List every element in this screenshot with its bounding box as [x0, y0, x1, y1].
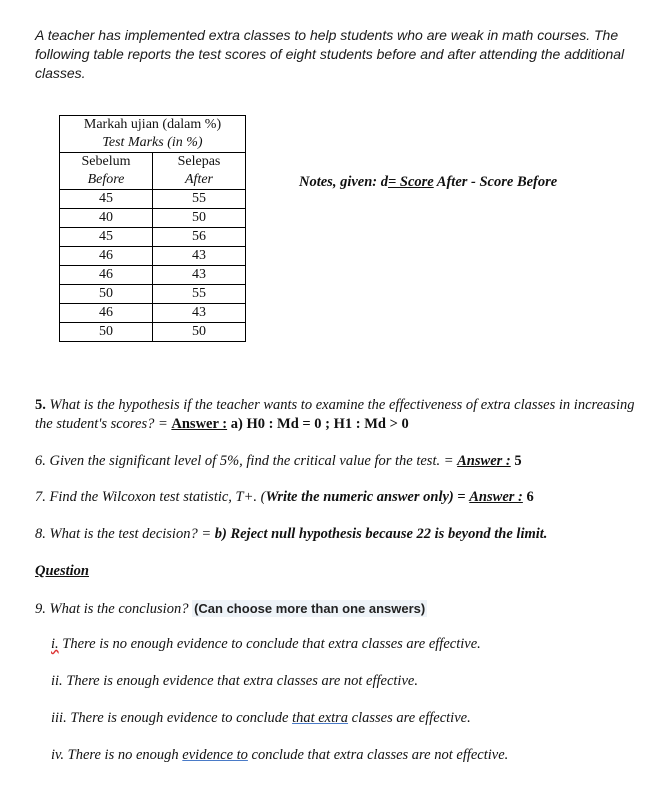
option-iii[interactable]	[51, 710, 471, 727]
option-iii-pre: iii. There is enough evidence to conclude	[51, 710, 293, 726]
after-cell: 55	[153, 190, 246, 209]
q7-answer: 6	[522, 489, 534, 505]
before-cell: 46	[60, 304, 153, 323]
col2-en: After	[185, 172, 213, 187]
option-ii[interactable]	[51, 673, 418, 690]
after-cell: 43	[153, 304, 246, 323]
q7-answer-label: Answer :	[469, 489, 523, 505]
header-main-en: Test Marks (in %)	[102, 135, 203, 150]
option-iv[interactable]	[51, 747, 508, 764]
option-ii-text: There is enough evidence that extra classes are not effective.	[62, 673, 418, 689]
col2-ms: Selepas	[177, 154, 221, 169]
table-row	[60, 209, 246, 228]
before-cell: 50	[60, 323, 153, 342]
table-row	[60, 304, 246, 323]
question-6	[35, 452, 522, 471]
q6-text: 6. Given the significant level of 5%, find the critical value for the test. =	[35, 453, 458, 469]
q5-answer-label: Answer :	[171, 416, 228, 432]
table-row	[60, 247, 246, 266]
option-iv-post: conclude that extra classes are not effective.	[247, 747, 509, 763]
table-row	[60, 323, 246, 342]
before-cell: 46	[60, 247, 153, 266]
table-row	[60, 285, 246, 304]
test-marks-table	[59, 115, 246, 342]
question-5	[35, 396, 635, 434]
before-cell: 46	[60, 266, 153, 285]
intro-paragraph: A teacher has implemented extra classes to help students who are weak in math courses. The following table reports the test scores of eight students before and after attending the additional classes.	[35, 27, 625, 81]
after-cell: 43	[153, 266, 246, 285]
question-9	[35, 599, 427, 619]
after-cell: 55	[153, 285, 246, 304]
table-row	[60, 266, 246, 285]
q7-bold: Write the numeric answer only)	[265, 489, 454, 505]
option-iv-pre: iv. There is no enough	[51, 747, 183, 763]
q5-number: 5.	[35, 397, 46, 413]
table-header-main	[60, 116, 246, 153]
notes-formula	[299, 174, 557, 191]
before-cell: 45	[60, 190, 153, 209]
before-cell: 40	[60, 209, 153, 228]
after-cell: 50	[153, 323, 246, 342]
q7-eq: =	[453, 489, 470, 505]
q6-answer-label: Answer :	[457, 453, 511, 469]
q8-text: 8. What is the test decision? =	[35, 526, 215, 542]
q6-answer: 5	[510, 453, 522, 469]
option-i-text: There is no enough evidence to conclude that extra classes are effective.	[58, 636, 481, 652]
col1-en: Before	[87, 172, 125, 187]
col1-ms: Sebelum	[81, 154, 131, 169]
after-cell: 56	[153, 228, 246, 247]
option-iii-mark: that extra	[292, 710, 349, 726]
option-ii-num: ii.	[51, 673, 63, 689]
after-cell: 50	[153, 209, 246, 228]
option-i[interactable]	[51, 636, 481, 653]
notes-rest: After - Score Before	[433, 174, 558, 190]
option-iv-mark: evidence to	[182, 747, 248, 763]
q7-text: 7. Find the Wilcoxon test statistic, T+. (	[35, 489, 266, 505]
question-7	[35, 488, 534, 507]
notes-prefix: Notes, given: d	[299, 174, 388, 190]
col-header-after	[153, 153, 246, 190]
q9-hint: (Can choose more than one answers)	[194, 601, 426, 616]
col-header-before	[60, 153, 153, 190]
section-question-label: Question	[35, 563, 89, 579]
q5-text: What is the hypothesis if the teacher wants to examine the effectiveness of extra classes in increasing the student's scores? =	[35, 397, 635, 432]
q9-text: 9. What is the conclusion?	[35, 601, 193, 617]
header-main-ms: Markah ujian (dalam %)	[83, 117, 222, 132]
q5-answer: a) H0 : Md = 0 ; H1 : Md > 0	[227, 416, 409, 432]
question-8	[35, 525, 547, 544]
table-row	[60, 228, 246, 247]
after-cell: 43	[153, 247, 246, 266]
q8-answer: b) Reject null hypothesis because 22 is beyond the limit.	[214, 526, 548, 542]
option-iii-post: classes are effective.	[348, 710, 471, 726]
before-cell: 45	[60, 228, 153, 247]
notes-eq-score: = Score	[388, 174, 434, 190]
option-i-num: i.	[51, 636, 59, 652]
table-row	[60, 190, 246, 209]
before-cell: 50	[60, 285, 153, 304]
